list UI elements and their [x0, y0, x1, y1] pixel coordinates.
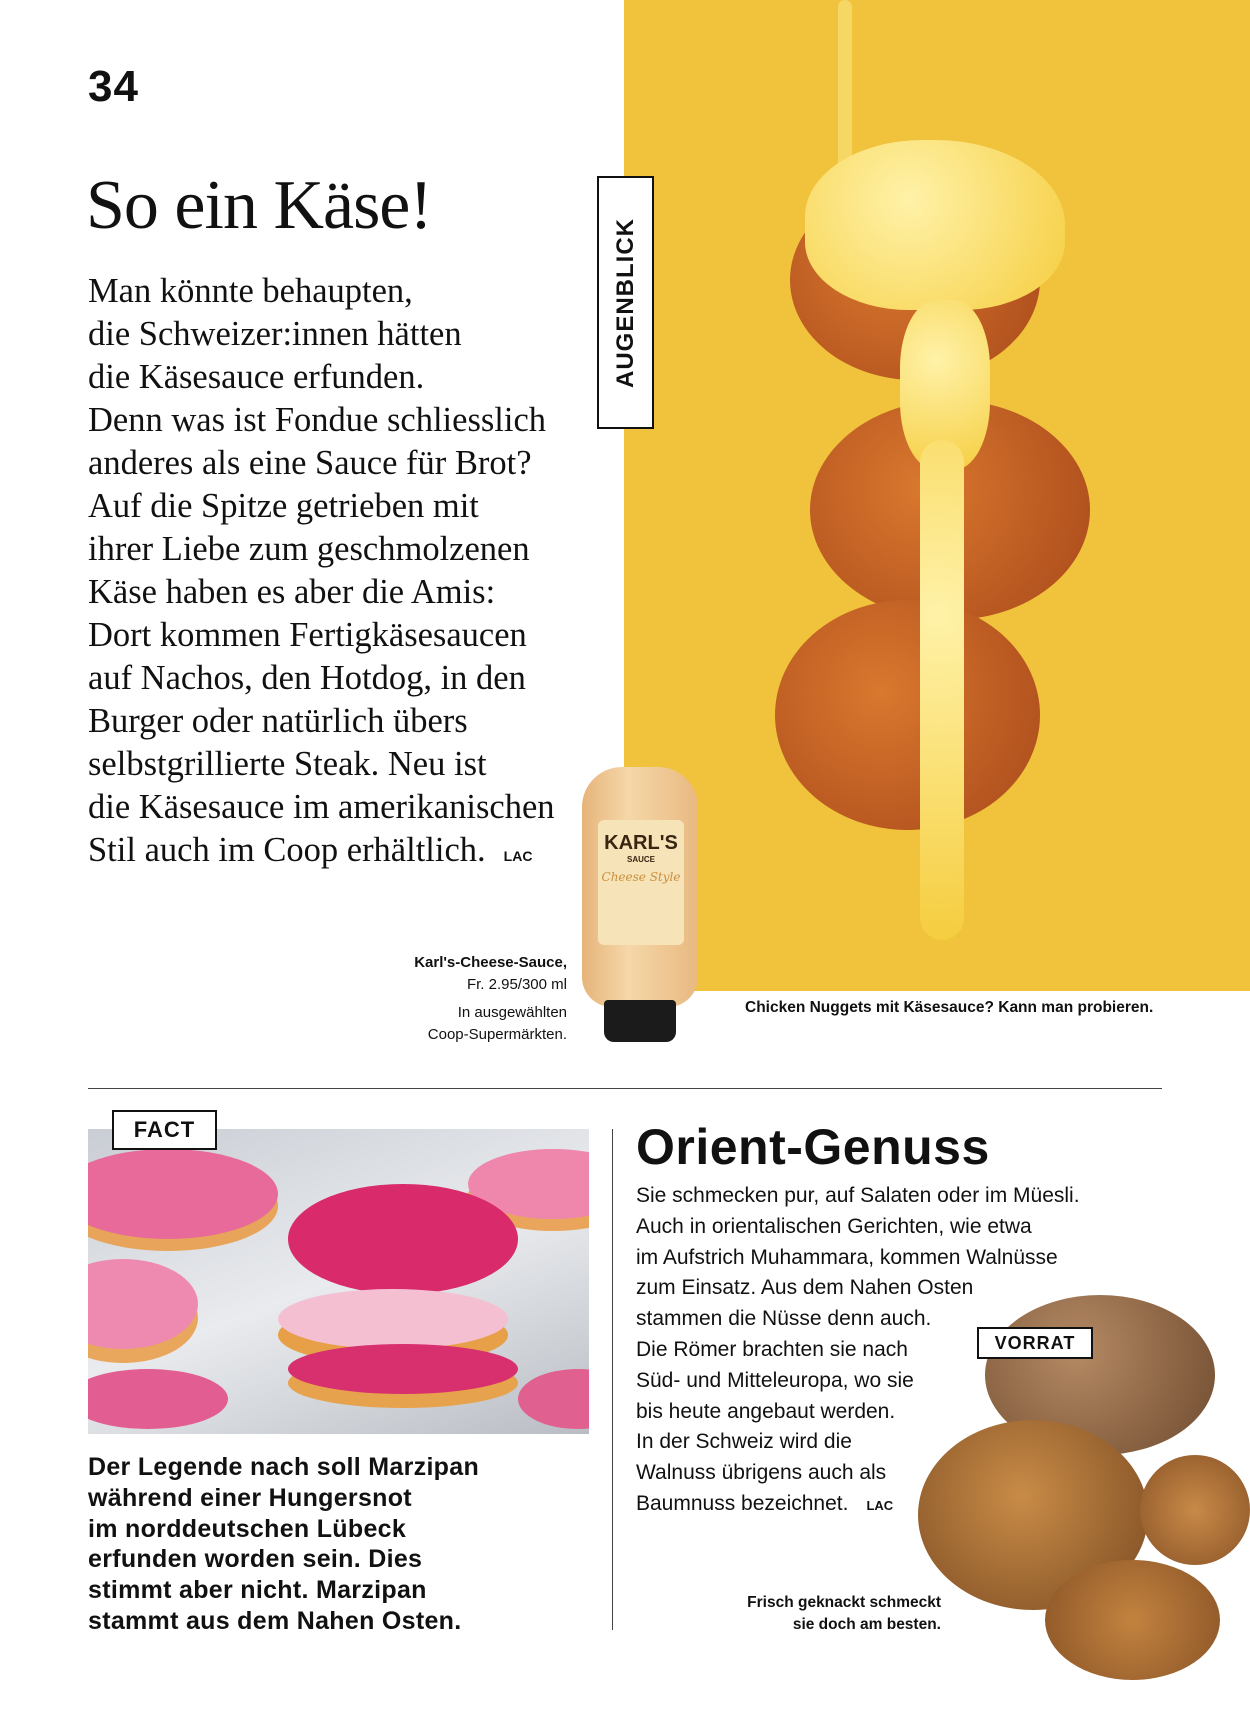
column-divider — [612, 1129, 613, 1630]
body-line: anderes als eine Sauce für Brot? — [88, 444, 532, 482]
product-caption: Karl's-Cheese-Sauce, Fr. 2.95/300 ml In ausgewählten Coop-Supermärkten. — [414, 954, 567, 1043]
body-line: Denn was ist Fondue schliesslich — [88, 401, 547, 439]
body-line: die Käsesauce im amerikanischen — [88, 788, 555, 826]
bottle-cap — [604, 1000, 676, 1042]
walnut-kernel-image — [1045, 1560, 1220, 1680]
body-line: die Käsesauce erfunden. — [88, 358, 425, 396]
marzipan-photo — [88, 1129, 589, 1434]
melted-cheese-drip — [920, 440, 964, 940]
walnut-caption: Frisch geknackt schmeckt sie doch am besten. — [747, 1594, 941, 1633]
nugget-image — [775, 600, 1040, 830]
body-line: Burger oder natürlich übers — [88, 702, 468, 740]
fact-text: Der Legende nach soll Marzipan während einer Hungersnot im norddeutschen Lübeck erfunden worden sein. Dies stimmt aber nicht. Marzipan stammt aus dem Nahen Osten. — [88, 1453, 480, 1635]
body-line: Auf die Spitze getrieben mit — [88, 487, 479, 525]
article-body — [88, 270, 608, 878]
body-line: Käse haben es aber die Amis: — [88, 573, 496, 611]
body-line: die Schweizer:innen hätten — [88, 315, 462, 353]
article-title: Orient-Genuss — [636, 1119, 990, 1175]
body-line: Dort kommen Fertigkäsesaucen — [88, 616, 527, 654]
divider — [88, 1088, 1162, 1089]
author-initials: LAC — [503, 848, 533, 864]
article-title: So ein Käse! — [86, 167, 432, 244]
body-line: auf Nachos, den Hotdog, in den — [88, 659, 526, 697]
body-line: Man könnte behaupten, — [88, 272, 413, 310]
body-line: ihrer Liebe zum geschmolzenen — [88, 530, 530, 568]
walnut-kernel-image — [1140, 1455, 1250, 1565]
body-line: Stil auch im Coop erhältlich. LAC — [88, 831, 533, 869]
body-line: selbstgrillierte Steak. Neu ist — [88, 745, 487, 783]
section-label-augenblick: AUGENBLICK — [597, 176, 654, 429]
section-label-vorrat: VORRAT — [977, 1327, 1093, 1359]
bottle-label: KARL'S SAUCE Cheese Style — [598, 820, 684, 945]
melted-cheese — [805, 140, 1065, 310]
article-body: Sie schmecken pur, auf Salaten oder im Müesli. Auch in orientalischen Gerichten, wie etwa im Aufstrich Muhammara, kommen Walnüsse zum Einsatz. Aus dem Nahen Osten stammen die Nüsse denn auch. Die Römer brachten sie nach Süd- und Mitteleuropa, wo sie bis heute angebaut werden. In der Schweiz wird die Walnuss übrigens auch als Baumnuss bezeichnet. LAC — [636, 1184, 1080, 1515]
page-number: 34 — [88, 62, 139, 111]
photo-caption: Chicken Nuggets mit Käsesauce? Kann man probieren. — [745, 999, 1154, 1016]
fact-label: FACT — [112, 1110, 217, 1150]
author-initials: LAC — [866, 1497, 894, 1513]
